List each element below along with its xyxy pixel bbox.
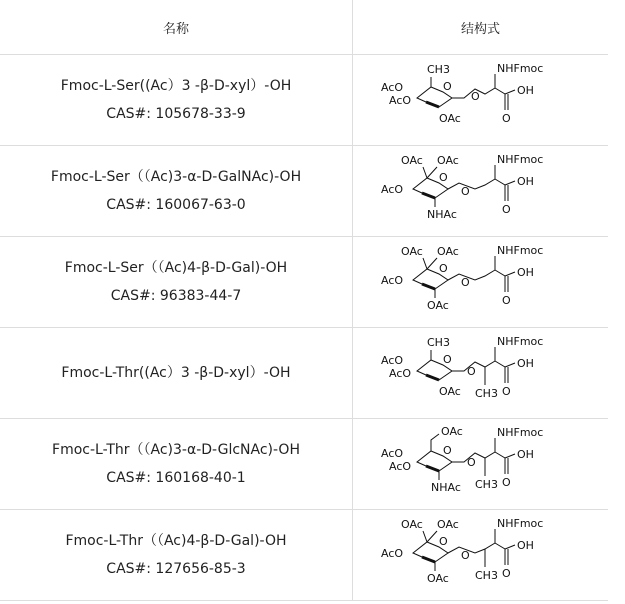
top-left-label: OAc	[401, 245, 423, 258]
table-row	[0, 55, 608, 146]
compound-name-cell	[0, 419, 353, 510]
methyl-label: CH3	[475, 387, 498, 400]
cas-number: CAS#: 160067-63-0	[106, 197, 246, 213]
top-right-label: OAc	[437, 245, 459, 258]
amine-label: NHFmoc	[497, 426, 544, 439]
amine-label: NHFmoc	[497, 517, 544, 530]
link-oxygen-label: O	[467, 365, 476, 378]
amine-label: NHFmoc	[497, 244, 544, 257]
left-label: AcO	[381, 547, 404, 560]
carbonyl-label: O	[502, 203, 511, 216]
left-lower-label: AcO	[389, 460, 412, 473]
table-header-row	[0, 0, 608, 55]
bottom-label: OAc	[439, 385, 461, 398]
carbonyl-label: O	[502, 476, 511, 489]
ring-oxygen-label: O	[439, 535, 448, 548]
bottom-label: NHAc	[427, 208, 457, 221]
ring-oxygen-label: O	[443, 444, 452, 457]
compound-name: Fmoc-L-Ser((Ac）3 -β-D-xyl）-OH	[60, 78, 292, 94]
header-structure: 结构式	[353, 0, 609, 55]
left-lower-label: AcO	[389, 367, 412, 380]
compound-name: Fmoc-L-Thr((Ac）3 -β-D-xyl）-OH	[61, 365, 291, 381]
ring-oxygen-label: O	[439, 262, 448, 275]
bottom-label: OAc	[439, 112, 461, 125]
left-upper-label: AcO	[381, 447, 404, 460]
structure-cell	[353, 55, 609, 146]
structure-diagram	[379, 60, 559, 140]
ring-oxygen-label: O	[439, 171, 448, 184]
cas-number: CAS#: 105678-33-9	[106, 106, 246, 122]
compound-name: Fmoc-L-Ser（（Ac)3-α-D-GalNAc)-OH	[50, 169, 302, 185]
left-lower-label: AcO	[389, 94, 412, 107]
cas-number: CAS#: 96383-44-7	[110, 288, 242, 304]
structure-cell	[353, 328, 609, 419]
left-label: AcO	[381, 274, 404, 287]
hydroxyl-label: OH	[517, 175, 534, 188]
cas-number: CAS#: 127656-85-3	[106, 561, 246, 577]
compound-name-cell	[0, 237, 353, 328]
carbonyl-label: O	[502, 112, 511, 125]
link-oxygen-label: O	[461, 549, 470, 562]
structure-diagram	[379, 333, 559, 413]
ring-oxygen-label: O	[443, 80, 452, 93]
top-right-label: OAc	[437, 518, 459, 531]
bottom-label: OAc	[427, 299, 449, 312]
header-name: 名称	[0, 0, 353, 55]
table-row	[0, 146, 608, 237]
hydroxyl-label: OH	[517, 539, 534, 552]
amine-label: NHFmoc	[497, 62, 544, 75]
table-row	[0, 237, 608, 328]
hydroxyl-label: OH	[517, 266, 534, 279]
structure-diagram	[379, 515, 559, 595]
link-oxygen-label: O	[461, 276, 470, 289]
structure-cell	[353, 146, 609, 237]
link-oxygen-label: O	[461, 185, 470, 198]
top-right-label: OAc	[441, 425, 463, 438]
ring-oxygen-label: O	[443, 353, 452, 366]
compound-name-cell	[0, 510, 353, 601]
compound-name-cell	[0, 146, 353, 237]
structure-cell	[353, 237, 609, 328]
structure-cell	[353, 510, 609, 601]
table-row	[0, 419, 608, 510]
bottom-label: NHAc	[431, 481, 461, 494]
carbonyl-label: O	[502, 567, 511, 580]
structure-diagram	[379, 242, 559, 322]
compound-name: Fmoc-L-Thr（（Ac)4-β-D-Gal)-OH	[65, 533, 287, 549]
hydroxyl-label: OH	[517, 84, 534, 97]
methyl-label: CH3	[475, 569, 498, 582]
structure-cell	[353, 419, 609, 510]
amine-label: NHFmoc	[497, 153, 544, 166]
methyl-label: CH3	[475, 478, 498, 491]
carbonyl-label: O	[502, 294, 511, 307]
hydroxyl-label: OH	[517, 448, 534, 461]
left-upper-label: AcO	[381, 354, 404, 367]
ring-top-label: CH3	[427, 336, 450, 349]
ring-top-label: CH3	[427, 63, 450, 76]
cas-number: CAS#: 160168-40-1	[106, 470, 246, 486]
bottom-label: OAc	[427, 572, 449, 585]
top-right-label: OAc	[437, 154, 459, 167]
structure-diagram	[379, 424, 559, 504]
top-left-label: OAc	[401, 518, 423, 531]
link-oxygen-label: O	[471, 90, 480, 103]
left-upper-label: AcO	[381, 81, 404, 94]
link-oxygen-label: O	[467, 456, 476, 469]
compound-name: Fmoc-L-Thr（（Ac)3-α-D-GlcNAc)-OH	[52, 442, 300, 458]
carbonyl-label: O	[502, 385, 511, 398]
compound-name: Fmoc-L-Ser（（Ac)4-β-D-Gal)-OH	[64, 260, 288, 276]
table-row	[0, 328, 608, 419]
amine-label: NHFmoc	[497, 335, 544, 348]
left-label: AcO	[381, 183, 404, 196]
compound-name-cell	[0, 55, 353, 146]
top-left-label: OAc	[401, 154, 423, 167]
table-row	[0, 510, 608, 601]
structure-diagram	[379, 151, 559, 231]
compound-name-cell	[0, 328, 353, 419]
hydroxyl-label: OH	[517, 357, 534, 370]
